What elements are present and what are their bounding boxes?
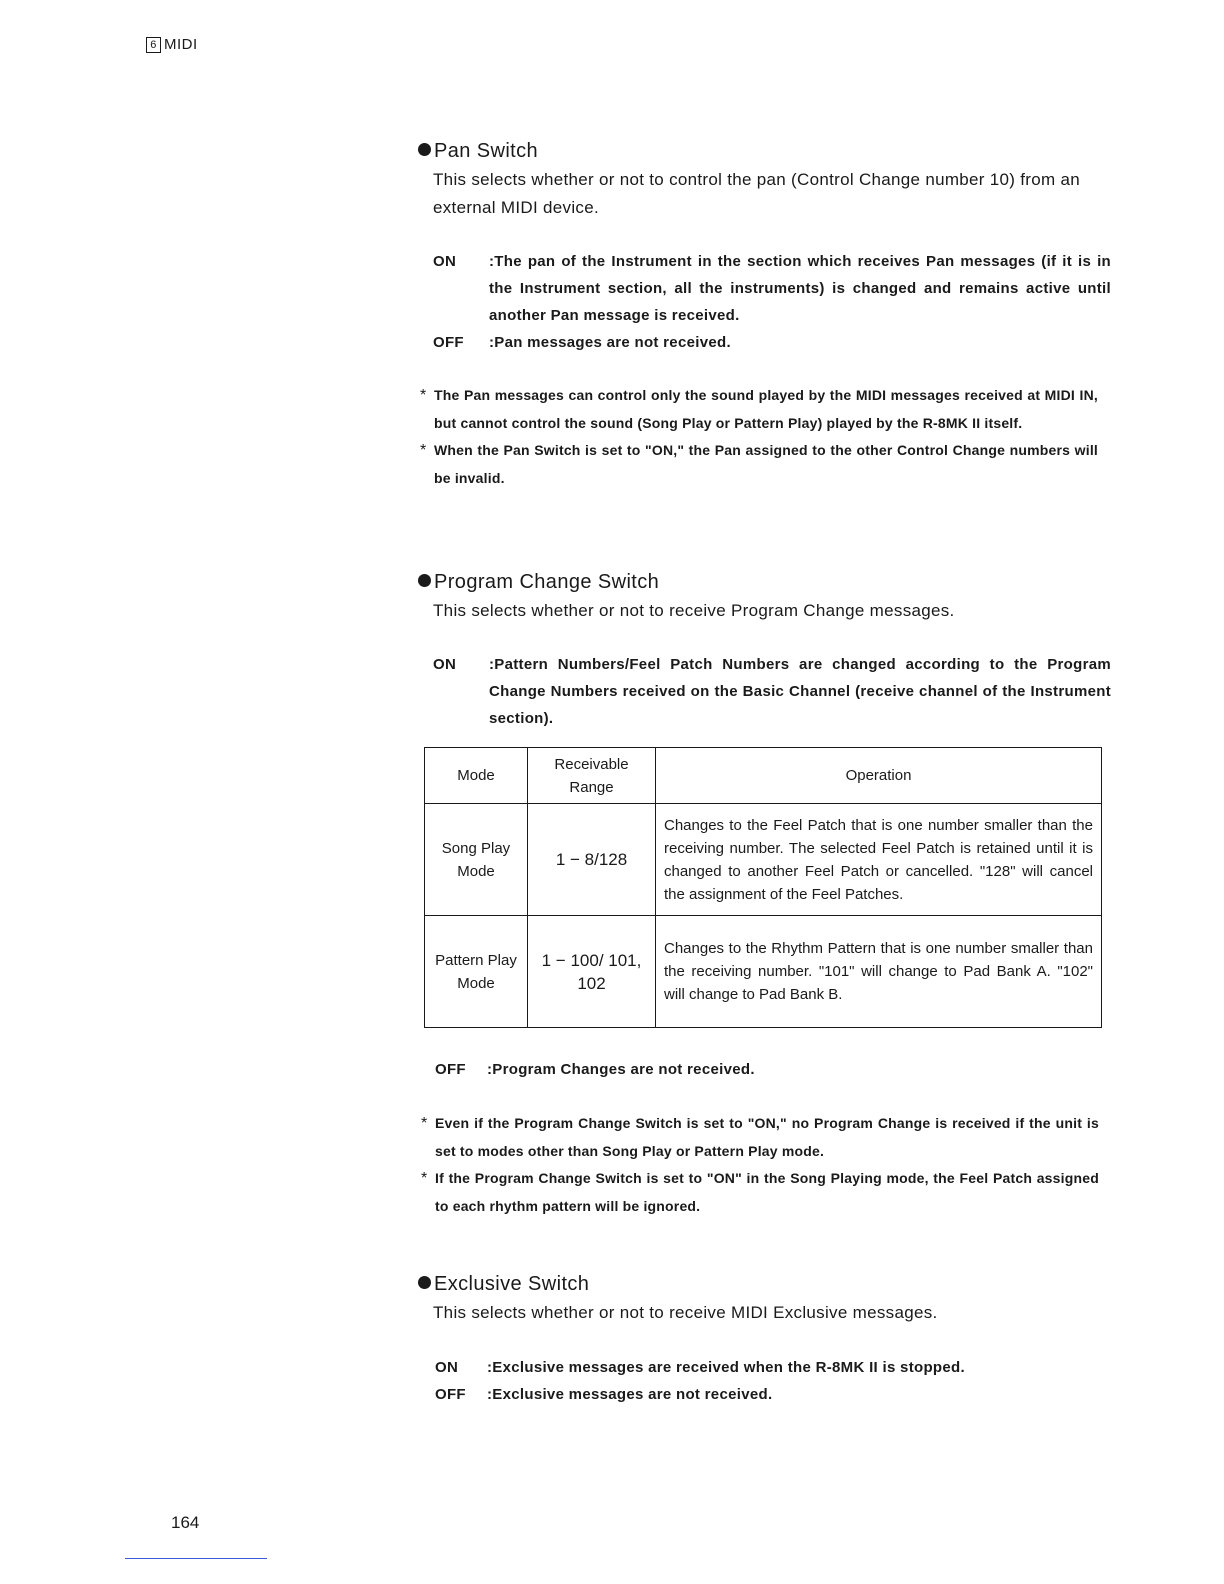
exclusive-switch-heading: Exclusive Switch — [418, 1273, 589, 1296]
table-header-row — [425, 748, 1102, 804]
note-item: * Even if the Program Change Switch is set to "ON," no Program Change is received if the unit is set to modes other than Song Play or Pattern Play mode. — [421, 1110, 1099, 1165]
program-change-intro: This selects whether or not to receive Program Change messages. — [433, 601, 955, 620]
note-item: * When the Pan Switch is set to "ON," the Pan assigned to the other Control Change numbers will be invalid. — [420, 437, 1098, 492]
asterisk-icon: * — [421, 1170, 428, 1187]
on-label: ON — [433, 656, 457, 673]
on-label: ON — [435, 1359, 459, 1376]
note-item: * If the Program Change Switch is set to "ON" in the Song Playing mode, the Feel Patch assigned to each rhythm pattern will be ignored. — [421, 1165, 1099, 1220]
chapter-number: 6 — [146, 37, 161, 53]
pan-on-definition — [433, 248, 1111, 329]
row-operation: Changes to the Rhythm Pattern that is one number smaller than the receiving number. "101" will change to Pad Bank A. "102" will change to Pad Bank B. — [656, 916, 1102, 1028]
pan-switch-intro: This selects whether or not to control the pan (Control Change number 10) from an external MIDI device. — [433, 170, 1081, 217]
header-mode: Mode — [425, 748, 528, 804]
program-change-heading: Program Change Switch — [418, 571, 659, 594]
on-description: :Pattern Numbers/Feel Patch Numbers are changed according to the Program Change Numbers received on the Basic Channel (receive channel of the Instrument section). — [489, 656, 1111, 727]
pan-off-definition — [433, 329, 1111, 356]
pan-notes — [420, 382, 1098, 492]
off-description: :Exclusive messages are not received. — [487, 1386, 773, 1403]
exclusive-off-definition — [435, 1381, 1109, 1408]
row-range: 1 − 100/ 101, 102 — [528, 916, 656, 1028]
asterisk-icon: * — [420, 387, 427, 404]
bullet-icon — [418, 143, 431, 156]
program-notes — [421, 1110, 1099, 1220]
exclusive-on-definition — [435, 1354, 1109, 1381]
note-item: * The Pan messages can control only the sound played by the MIDI messages received at MIDI IN, but cannot control the sound (Song Play or Pattern Play) played by the R-8MK II itself. — [420, 382, 1098, 437]
chapter-title: MIDI — [164, 36, 198, 53]
chapter-header — [146, 36, 198, 53]
row-operation: Changes to the Feel Patch that is one number smaller than the receiving number. The selected Feel Patch is retained until it is changed to another Feel Patch or cancelled. "128" will cancel the assignment of the Feel Patches. — [656, 804, 1102, 916]
on-label: ON — [433, 253, 457, 270]
program-change-off — [435, 1056, 1109, 1083]
exclusive-switch-definitions — [435, 1354, 1109, 1408]
asterisk-icon: * — [421, 1115, 428, 1132]
row-mode: Pattern Play Mode — [425, 916, 528, 1028]
bullet-icon — [418, 1276, 431, 1289]
program-on-definition — [433, 651, 1111, 732]
off-label: OFF — [435, 1061, 466, 1078]
page-number: 164 — [171, 1513, 200, 1532]
bullet-icon — [418, 574, 431, 587]
asterisk-icon: * — [420, 442, 427, 459]
on-description: :The pan of the Instrument in the section which receives Pan messages (if it is in the Instrument section, all the instruments) is changed and remains active until another Pan message is received. — [489, 253, 1111, 324]
pan-switch-heading: Pan Switch — [418, 140, 538, 163]
off-description: :Pan messages are not received. — [489, 334, 731, 351]
header-operation: Operation — [656, 748, 1102, 804]
program-change-table — [424, 747, 1102, 1028]
pan-switch-definitions — [433, 248, 1111, 356]
row-mode: Song Play Mode — [425, 804, 528, 916]
table-row — [425, 804, 1102, 916]
exclusive-switch-intro: This selects whether or not to receive MIDI Exclusive messages. — [433, 1303, 938, 1322]
on-description: :Exclusive messages are received when the R-8MK II is stopped. — [487, 1359, 965, 1376]
program-change-on — [433, 651, 1111, 732]
program-off-definition — [435, 1056, 1109, 1083]
table-row — [425, 916, 1102, 1028]
row-range: 1 − 8/128 — [528, 804, 656, 916]
off-description: :Program Changes are not received. — [487, 1061, 755, 1078]
off-label: OFF — [433, 334, 464, 351]
off-label: OFF — [435, 1386, 466, 1403]
header-range: Receivable Range — [528, 748, 656, 804]
footer-rule — [125, 1558, 267, 1559]
